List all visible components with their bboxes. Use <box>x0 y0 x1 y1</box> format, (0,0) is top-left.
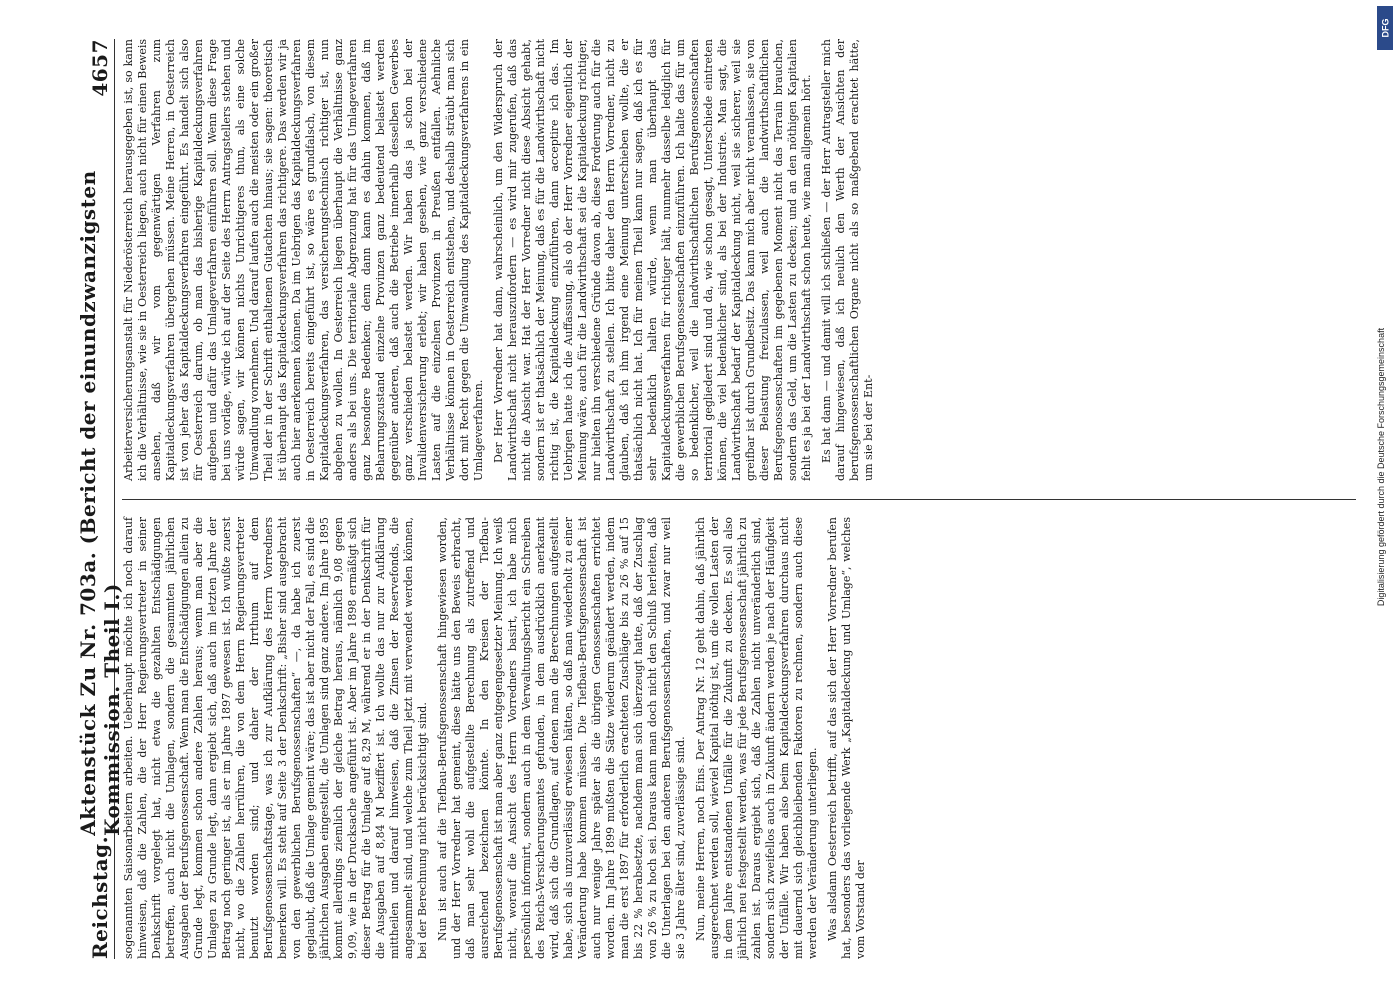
paragraph: Nun ist auch auf die Tiefbau-Berufsgenossenschaft hingewiesen worden, und der Herr Vorredner hat gemeint, diese hätte uns den Beweis erbracht, daß man sehr wohl die aufgestellte Berechnung als zutreffend und ausreichend bezeichnen könnte. In den Kreisen der Tiefbau-Berufsgenossenschaft ist man aber ganz entgegengesetzter Meinung. Ich weiß nicht, worauf die Ansicht des Herrn Vorredners basirt, ich habe mich persönlich informirt, sondern auch in dem Verwaltungsbericht ein Schreiben des Reichs-Versicherungsamtes gefunden, in dem ausdrücklich anerkannt wird, daß sich die Grundlagen, auf denen man die Berechnungen aufgestellt habe, sich als unzuverlässig erwiesen hätten, so daß man wiederholt zu einer Veränderung habe kommen müssen. Die Tiefbau-Berufsgenossenschaft ist auch nur wenige Jahre später als die übrigen Genossenschaften errichtet worden. Im Jahre 1899 mußten die Sätze wiederum geändert werden, indem man die erst 1897 für erforderlich erachteten Zuschläge bis zu 26 % auf 15 bis 22 % herabsetzte, nachdem man sich überzeugt hatte, daß der Zuschlag von 26 % zu hoch sei. Daraus kann man doch nicht den Schluß herleiten, daß die Unterlagen bei den anderen Berufsgenossenschaften, und zwar nur weil sie 3 Jahre älter sind, zuverlässige sind. <box>436 517 687 959</box>
text-column-left <box>122 517 1356 959</box>
paragraph: Der Herr Vorredner hat dann, wahrscheinlich, um den Widerspruch der Landwirthschaft nicht herauszufordern — es wird mir zugerufen, daß das nicht die Absicht war. Hat der Herr Vorredner nicht diese Absicht gehabt, sondern ist er thatsächlich der Meinung, daß es für die Landwirthschaft nicht richtig ist, die Kapitaldeckung einzuführen, dann acceptire ich das. Im Uebrigen hatte ich die Auffassung, als ob der Herr Vorredner eigentlich der Meinung wäre, auch für die Landwirthschaft sei die Kapitaldeckung richtiger, nur hielten ihn verschiedene Gründe davon ab, diese Forderung auch für die Landwirthschaft zu stellen. Ich bitte daher den Herrn Vorredner, nicht zu glauben, daß ich ihm irgend eine Meinung unterschieben wollte, die er thatsächlich nicht hat. Ich für meinen Theil kann nur sagen, daß ich es für sehr bedenklich halten würde, wenn man überhaupt das Kapitaldeckungsverfahren für richtiger hält, nunmehr dasselbe lediglich für die gewerblichen Berufsgenossenschaften einzuführen. Ich halte das für um so bedenklicher, weil die landwirthschaftlichen Berufsgenossenschaften territorial gegliedert sind und da, wie schon gesagt, Unterschiede eintreten können, die viel bedenklicher sind, als bei der Industrie. Man sagt, die Landwirthschaft bedarf der Kapitaldeckung nicht, weil sie sicherer, weil sie greifbar ist durch Grundbesitz. Das kann mich aber nicht veranlassen, sie von dieser Belastung freizulassen, weil auch die landwirthschaftlichen Berufsgenossenschaften im gegebenen Moment nicht das Terrain brauchen, sondern das Geld, um die Lasten zu decken; und an den nöthigen Kapitalien fehlt es ja bei der Landwirthschaft schon heute, wie man allgemein hört. <box>492 39 813 481</box>
paragraph: Was alsdann Oesterreich betrifft, auf das sich der Herr Vorredner berufen hat, besonders das vorliegende Werk „Kapitaldeckung und Umlage“, welches vom Vorstand der <box>826 517 867 959</box>
paragraph: sogenannten Saisonarbeitern arbeiten. Ueberhaupt möchte ich noch darauf hinweisen, daß die Zahlen, die der Herr Regierungsvertreter in seiner Denkschrift vorgelegt hat, nicht etwa die gezahlten Entschädigungen betreffen, auch nicht die Umlagen, sondern die gesammten jährlichen Ausgaben der Berufsgenossenschaft. Wenn man die Entschädigungen allein zu Grunde legt, kommen schon andere Zahlen heraus; wenn man aber die Umlagen zu Grunde legt, dann ergiebt sich, daß auch im letzten Jahre der Betrag noch geringer ist, als er im Jahre 1897 gewesen ist. Ich wußte zuerst nicht, wo die Zahlen herrühren, die von dem Herrn Regierungsvertreter benutzt worden sind; und daher der Irrthum auf dem Berufsgenossenschaftstage, was ich zur Aufklärung des Herrn Vorredners bemerken will. Es steht auf Seite 3 der Denkschrift: „Bisher sind ausgebracht von den gewerblichen Berufsgenossenschaften“ —, da habe ich zuerst geglaubt, daß die Umlage gemeint wäre; das ist aber nicht der Fall, es sind die jährlichen Ausgaben eingestellt, die Umlagen sind ganz andere. Im Jahre 1895 kommt allerdings ziemlich der gleiche Betrag heraus, nämlich 9,08 gegen 9,09, wie in der Drucksache angeführt ist. Aber im Jahre 1898 ermäßigt sich dieser Betrag für die Umlage auf 8,29 M, während er in der Denkschrift für die Ausgaben auf 8,84 M beziffert ist. Ich wollte das nur zur Aufklärung mittheilen und darauf hinweisen, daß die Zinsen der Reservefonds, die angesammelt sind, und welche zum Theil jetzt mit verwendet werden können, bei der Berechnung nicht berücksichtigt sind. <box>122 517 429 959</box>
text-column-right <box>122 39 1356 481</box>
column-divider <box>122 499 1356 500</box>
paragraph: Nun, meine Herren, noch Eins. Der Antrag Nr. 12 geht dahin, daß jährlich ausgerechnet werden soll, wieviel Kapital nöthig ist, um die vollen Lasten der in dem Jahre entstandenen Unfälle für die Zukunft zu decken. Es soll also jährlich neu festgestellt werden, was für jede Berufsgenossenschaft jährlich zu zahlen ist. Daraus ergiebt sich, daß die Zahlen nicht unveränderlich sind, sondern sich zweifellos auch in Zukunft ändern werden je nach der Häufigkeit der Unfälle. Wir haben also beim Kapitaldeckungsverfahren durchaus nicht mit dauernd sich gleichbleibenden Faktoren zu rechnen, sondern auch diese werden der Veränderung unterliegen. <box>694 517 819 959</box>
page-number: 4657 <box>88 39 112 97</box>
dfg-badge-text: DFG <box>1380 18 1390 38</box>
funding-note-text: Digitalisierung gefördert durch die Deutsche Forschungsgemeinschaft <box>1376 327 1386 607</box>
dfg-logo <box>1377 6 1393 50</box>
header-left: Reichstag. <box>88 835 112 959</box>
header-title: Aktenstück Zu Nr. 703a. (Bericht der einundzwanzigsten Kommission. Theil I.) <box>76 170 124 836</box>
funding-note <box>1373 0 1395 1000</box>
rotated-page-body <box>76 39 1356 959</box>
running-header <box>76 39 124 959</box>
paragraph: Arbeiterversicherungsanstalt für Niederösterreich herausgegeben ist, so kann ich die Verhältnisse, wie sie in Oesterreich liegen, auch nicht für einen Beweis ansehen, daß wir vom gegenwärtigen Verfahren zum Kapitaldeckungsverfahren übergehen müssen. Meine Herren, in Oesterreich ist von jeher das Kapitaldeckungsverfahren eingeführt. Es handelt sich also für Oesterreich darum, ob man das bisherige Kapitaldeckungsverfahren aufgeben und dafür das Umlageverfahren einführen soll. Wenn diese Frage bei uns vorläge, würde ich auf der Seite des Herrn Antragstellers stehen und würde sagen, wir können nichts Unrichtigeres thun, als eine solche Umwandlung vornehmen. Und darauf laufen auch die meisten oder ein großer Theil der in der Schrift enthaltenen Gutachten hinaus; sie sagen: theoretisch ist überhaupt das Kapitaldeckungsverfahren das richtigere. Das werden wir ja auch hier anerkennen können. Da im Uebrigen das Kapitaldeckungsverfahren in Oesterreich bereits eingeführt ist, so wäre es grundfalsch, von diesem Kapitaldeckungsverfahren, das versicherungstechnisch richtiger ist, nun abgehen zu wollen. In Oesterreich liegen überhaupt die Verhältnisse ganz anders als bei uns. Die territoriale Abgrenzung hat für das Umlageverfahren ganz besondere Bedenken; denn dann kann es dahin kommen, daß im Beharrungszustand einzelne Provinzen ganz bedeutend belastet werden gegenüber anderen, daß auch die Betriebe innerhalb desselben Gewerbes ganz verschieden belastet werden. Wir haben das ja schon bei der Invalidenversicherung erlebt; wir haben gesehen, wie ganz verschiedene Lasten auf die einzelnen Provinzen in Preußen entfallen. Aehnliche Verhältnisse können in Oesterreich entstehen, und deshalb sträubt man sich dort mit Recht gegen die Umwandlung des Kapitaldeckungsverfahrens in ein Umlageverfahren. <box>122 39 485 481</box>
paragraph: Es hat dann — und damit will ich schließen — der Herr Antragsteller mich darauf hingewiesen, daß ich neulich den Werth der Ansichten der berufsgenossenschaftlichen Organe nicht als so maßgebend erachtet hätte, um sie bei der Ent- <box>820 39 875 481</box>
